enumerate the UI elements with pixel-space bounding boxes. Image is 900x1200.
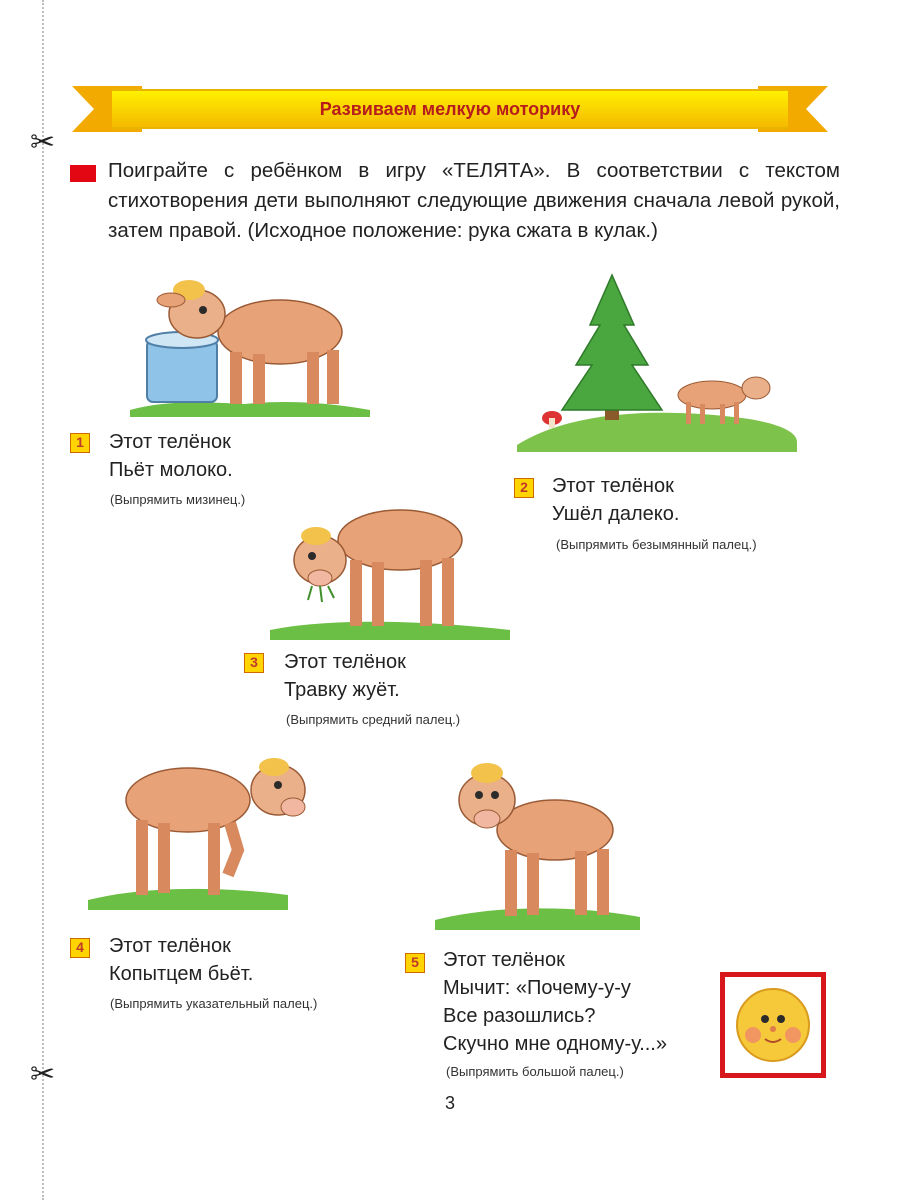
verse-5: [443, 946, 667, 1058]
verse-line: Мычит: «Почему-у-у: [443, 977, 631, 999]
verse-line: Ушёл далеко.: [552, 503, 680, 525]
tree-calf-illustration: [512, 270, 802, 460]
kolobok-frame: [720, 972, 826, 1078]
verse-number-3: 3: [244, 653, 264, 673]
calf-mooing-illustration: [435, 745, 645, 930]
verse-4: [109, 932, 253, 988]
verse-number-1: 1: [70, 433, 90, 453]
verse-line: Скучно мне одному-у...»: [443, 1033, 667, 1055]
cut-line: [42, 0, 44, 1200]
verse-note-4: (Выпрямить указательный палец.): [110, 996, 318, 1011]
section-title: Развиваем мелкую моторику: [319, 99, 581, 119]
scissors-icon: ✂: [30, 1057, 56, 1092]
verse-line: Травку жуёт.: [284, 679, 400, 701]
verse-3: [284, 648, 406, 704]
intro-paragraph: Поиграйте с ребёнком в игру «ТЕЛЯТА». В соответствии с текстом стихотворения дети выполняют следующие движения сначала левой рукой, затем правой. (Исходное положение: рука сжата в кулак.): [108, 159, 840, 242]
verse-2: [552, 472, 679, 528]
verse-number-2: 2: [514, 478, 534, 498]
verse-line: Этот телёнок: [284, 651, 406, 673]
calf-drinking-illustration: [125, 262, 375, 417]
calf-hoof-illustration: [88, 745, 338, 910]
verse-note-1: (Выпрямить мизинец.): [110, 492, 246, 507]
verse-line: Этот телёнок: [443, 949, 565, 971]
verse-line: Этот телёнок: [552, 475, 674, 497]
verse-note-3: (Выпрямить средний палец.): [286, 712, 461, 727]
verse-note-2: (Выпрямить безымянный палец.): [556, 537, 757, 552]
verse-line: Копытцем бьёт.: [109, 963, 254, 985]
page-number: 3: [444, 1093, 455, 1113]
calf-grazing-illustration: [250, 490, 520, 640]
scissors-icon: ✂: [30, 125, 56, 160]
kolobok-icon: [725, 977, 821, 1073]
verse-line: Этот телёнок: [109, 935, 231, 957]
verse-line: Пьёт молоко.: [109, 459, 233, 481]
verse-note-5: (Выпрямить большой палец.): [446, 1064, 624, 1079]
red-square-marker: [70, 165, 96, 182]
verse-1: [109, 428, 233, 484]
verse-number-4: 4: [70, 938, 90, 958]
verse-line: Этот телёнок: [109, 431, 231, 453]
verse-number-5: 5: [405, 953, 425, 973]
header-banner: [72, 80, 828, 138]
verse-line: Все разошлись?: [443, 1005, 596, 1027]
